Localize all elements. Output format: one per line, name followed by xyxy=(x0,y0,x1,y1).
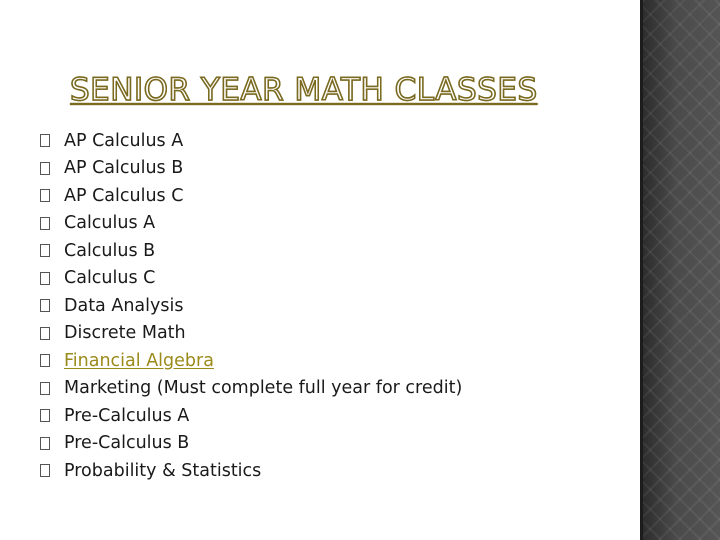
list-item-label: Calculus A xyxy=(64,213,156,234)
list-item xyxy=(40,210,462,238)
square-bullet-icon xyxy=(40,299,50,312)
list-item-label: Data Analysis xyxy=(64,295,184,316)
list-item xyxy=(40,182,462,210)
square-bullet-icon xyxy=(40,409,50,422)
square-bullet-icon xyxy=(40,382,50,395)
square-bullet-icon xyxy=(40,437,50,450)
list-item-label: Discrete Math xyxy=(64,323,186,344)
list-item xyxy=(40,127,462,155)
square-bullet-icon xyxy=(40,134,50,147)
list-item xyxy=(40,292,462,320)
list-item-label: Calculus C xyxy=(64,268,156,289)
square-bullet-icon xyxy=(40,162,50,175)
class-list xyxy=(40,127,462,485)
decorative-side-panel xyxy=(640,0,720,540)
square-bullet-icon xyxy=(40,189,50,202)
list-item xyxy=(40,375,462,403)
square-bullet-icon xyxy=(40,244,50,257)
list-item-label: AP Calculus A xyxy=(64,130,184,151)
square-bullet-icon xyxy=(40,217,50,230)
list-item-link[interactable] xyxy=(40,347,462,375)
list-item xyxy=(40,402,462,430)
list-item-label: AP Calculus B xyxy=(64,158,184,179)
list-item-label: AP Calculus C xyxy=(64,185,184,206)
list-item-label: Pre-Calculus A xyxy=(64,405,190,426)
square-bullet-icon xyxy=(40,464,50,477)
list-item-label: Probability & Statistics xyxy=(64,460,262,481)
list-item xyxy=(40,237,462,265)
list-item xyxy=(40,457,462,485)
panel-edge xyxy=(640,0,643,540)
slide-title: SENIOR YEAR MATH CLASSES xyxy=(70,72,538,108)
list-item xyxy=(40,320,462,348)
square-bullet-icon xyxy=(40,272,50,285)
financial-algebra-link[interactable]: Financial Algebra xyxy=(64,350,214,371)
list-item xyxy=(40,155,462,183)
list-item-label: Pre-Calculus B xyxy=(64,433,190,454)
list-item xyxy=(40,265,462,293)
square-bullet-icon xyxy=(40,327,50,340)
list-item-label: Calculus B xyxy=(64,240,156,261)
list-item-label: Marketing (Must complete full year for credit) xyxy=(64,378,463,399)
square-bullet-icon xyxy=(40,354,50,367)
list-item xyxy=(40,430,462,458)
